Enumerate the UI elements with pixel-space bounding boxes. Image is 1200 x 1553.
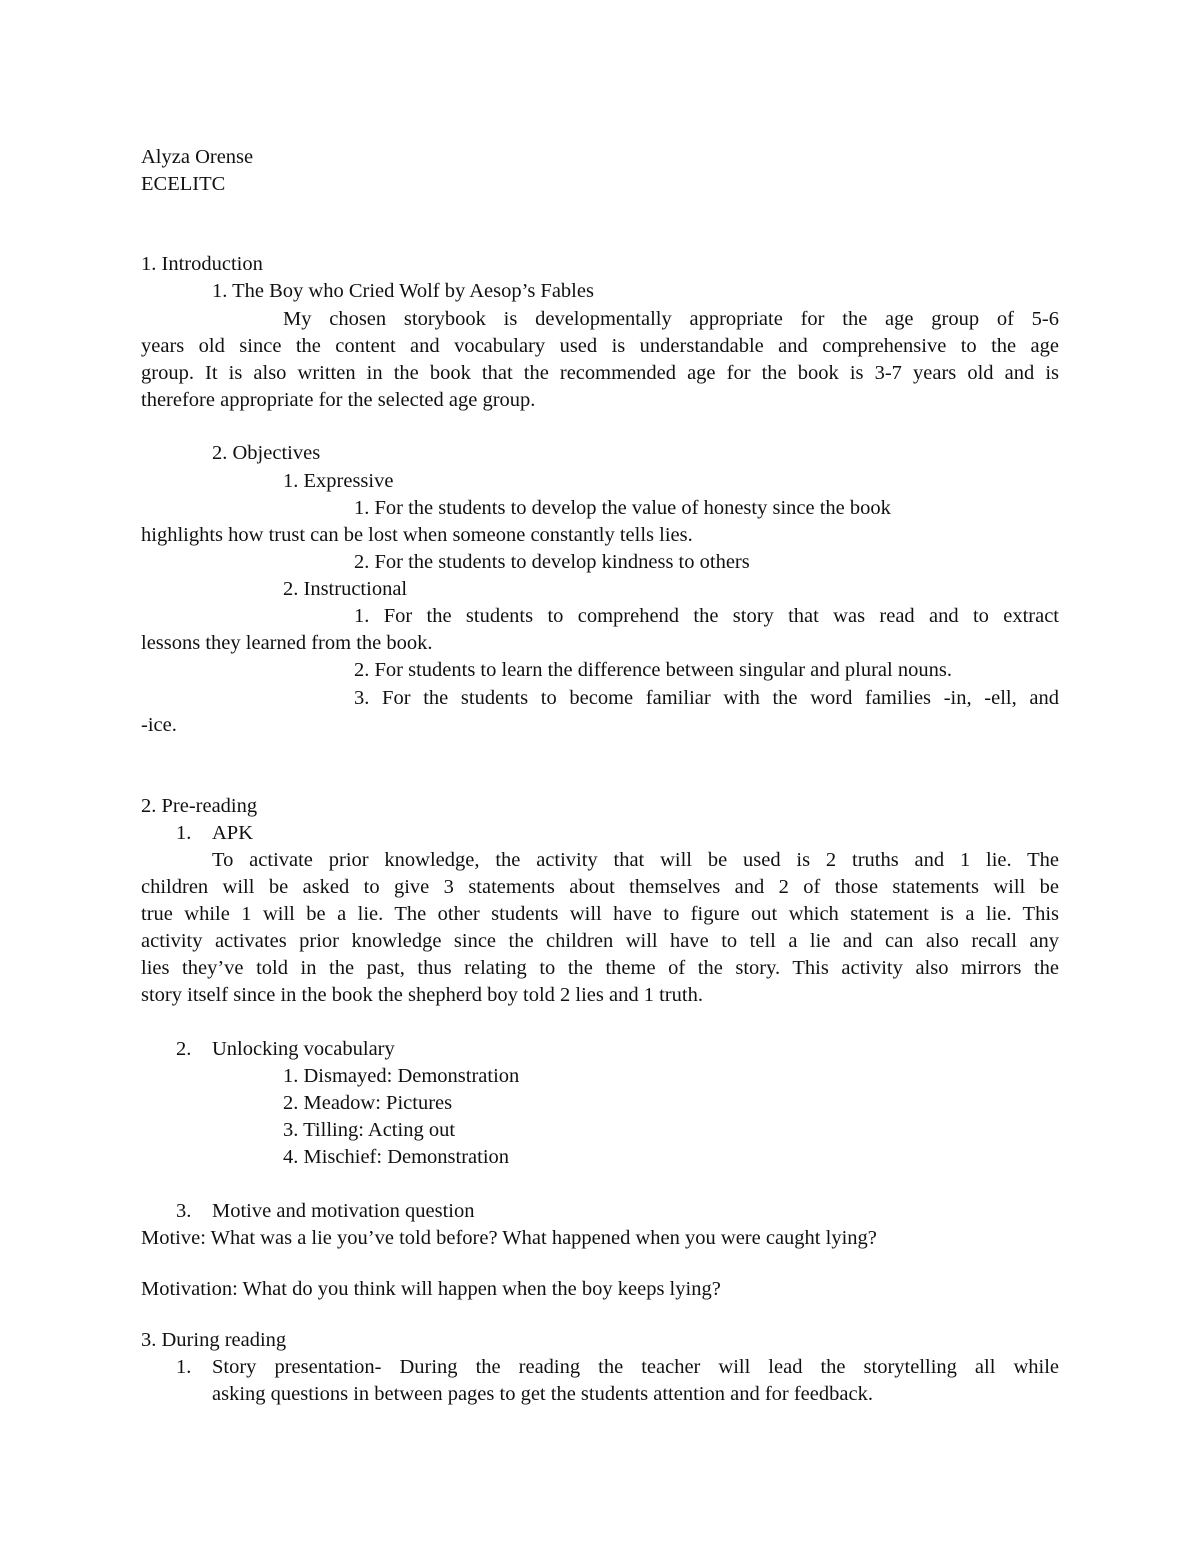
apk-para-line-4: activity activates prior knowledge since the children will have to tell a lie and can also recall any bbox=[141, 930, 1059, 952]
instructional-item-3-line-2: -ice. bbox=[141, 714, 177, 736]
story-presentation-line-1: Story presentation- During the reading the teacher will lead the storytelling all while bbox=[212, 1356, 1059, 1378]
motive-label: Motive and motivation question bbox=[212, 1200, 475, 1222]
introduction-heading: 1. Introduction bbox=[141, 253, 263, 275]
vocab-item-4: 4. Mischief: Demonstration bbox=[283, 1146, 510, 1168]
apk-para-line-6: story itself since in the book the shepherd boy told 2 lies and 1 truth. bbox=[141, 984, 703, 1006]
vocab-label: Unlocking vocabulary bbox=[212, 1038, 395, 1060]
motivation-question: Motivation: What do you think will happen when the boy keeps lying? bbox=[141, 1278, 721, 1300]
motive-number: 3. bbox=[176, 1200, 192, 1222]
intro-para-line-4: therefore appropriate for the selected age group. bbox=[141, 389, 536, 411]
book-title: 1. The Boy who Cried Wolf by Aesop’s Fables bbox=[212, 280, 594, 302]
expressive-item-1-line-2: highlights how trust can be lost when someone constantly tells lies. bbox=[141, 524, 693, 546]
apk-label: APK bbox=[212, 822, 254, 844]
apk-para-line-3: true while 1 will be a lie. The other students will have to figure out which statement is a lie. This bbox=[141, 903, 1059, 925]
instructional-item-1-line-2: lessons they learned from the book. bbox=[141, 632, 433, 654]
expressive-heading: 1. Expressive bbox=[283, 470, 394, 492]
expressive-item-2: 2. For the students to develop kindness to others bbox=[354, 551, 750, 573]
course-code: ECELITC bbox=[141, 173, 226, 195]
instructional-heading: 2. Instructional bbox=[283, 578, 408, 600]
instructional-item-2: 2. For students to learn the difference between singular and plural nouns. bbox=[354, 659, 952, 681]
story-presentation-line-2: asking questions in between pages to get the students attention and for feedback. bbox=[212, 1383, 873, 1405]
instructional-item-3-line-1: 3. For the students to become familiar with the word families -in, -ell, and bbox=[354, 687, 1059, 709]
prereading-heading: 2. Pre-reading bbox=[141, 795, 258, 817]
expressive-item-1-line-1: 1. For the students to develop the value of honesty since the book bbox=[354, 497, 891, 519]
motive-question: Motive: What was a lie you’ve told before? What happened when you were caught lying? bbox=[141, 1227, 877, 1249]
objectives-heading: 2. Objectives bbox=[212, 442, 321, 464]
intro-para-line-1: My chosen storybook is developmentally appropriate for the age group of 5-6 bbox=[283, 308, 1059, 330]
intro-para-line-2: years old since the content and vocabulary used is understandable and comprehensive to the age bbox=[141, 335, 1059, 357]
during-reading-heading: 3. During reading bbox=[141, 1329, 287, 1351]
intro-para-line-3: group. It is also written in the book that the recommended age for the book is 3-7 years old and is bbox=[141, 362, 1059, 384]
story-presentation-number: 1. bbox=[176, 1356, 192, 1378]
vocab-item-3: 3. Tilling: Acting out bbox=[283, 1119, 456, 1141]
apk-para-line-1: To activate prior knowledge, the activity that will be used is 2 truths and 1 lie. The bbox=[212, 849, 1059, 871]
instructional-item-1-line-1: 1. For the students to comprehend the story that was read and to extract bbox=[354, 605, 1059, 627]
apk-para-line-2: children will be asked to give 3 statements about themselves and 2 of those statements will be bbox=[141, 876, 1059, 898]
vocab-number: 2. bbox=[176, 1038, 192, 1060]
apk-para-line-5: lies they’ve told in the past, thus relating to the theme of the story. This activity also mirrors the bbox=[141, 957, 1059, 979]
author-name: Alyza Orense bbox=[141, 146, 254, 168]
apk-number: 1. bbox=[176, 822, 192, 844]
vocab-item-1: 1. Dismayed: Demonstration bbox=[283, 1065, 520, 1087]
vocab-item-2: 2. Meadow: Pictures bbox=[283, 1092, 453, 1114]
